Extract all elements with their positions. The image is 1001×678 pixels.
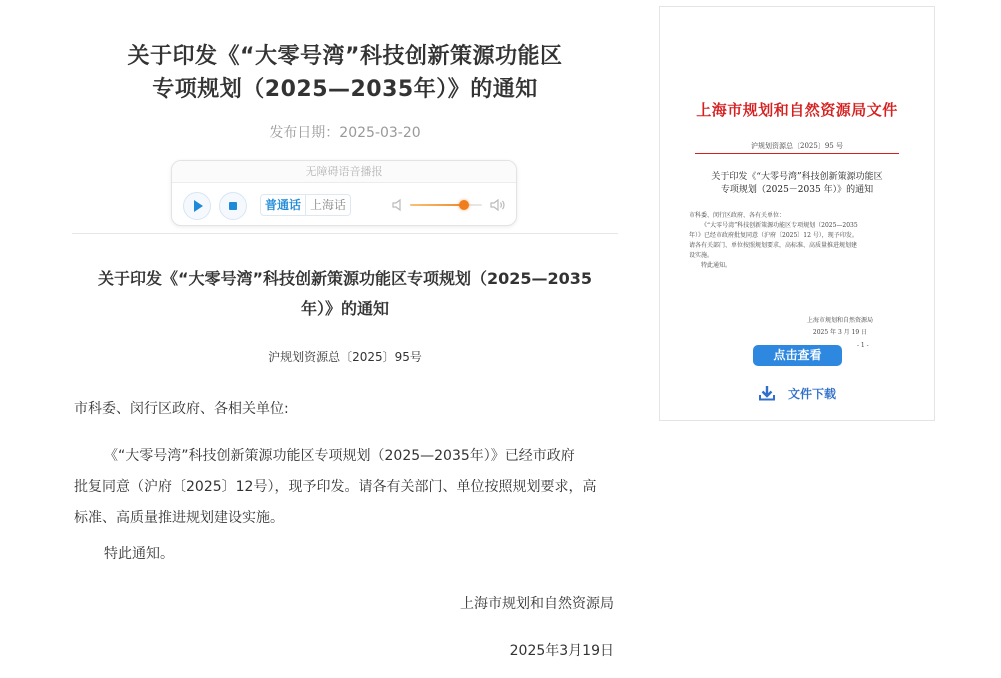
- doc-preview-title-line-1: 关于印发《“大零号湾”科技创新策源功能区: [711, 172, 883, 182]
- volume-slider[interactable]: [410, 204, 482, 206]
- doc-preview-red-rule: [695, 153, 899, 154]
- doc-preview-title: [687, 171, 907, 197]
- doc-preview-header: 上海市规划和自然资源局文件: [696, 101, 898, 119]
- body-line-1: 《“大零号湾”科技创新策源功能区专项规划（2025—2035年）》已经市政府: [104, 448, 575, 464]
- page-title-line-2: 专项规划（2025—2035年）》的通知: [152, 77, 538, 102]
- publish-date: 发布日期：2025-03-20: [269, 125, 421, 141]
- salutation: 市科委、闵行区政府、各相关单位:: [74, 401, 289, 417]
- doc-preview-title-line-2: 专项规划（2025－2035 年）》的通知: [720, 185, 874, 195]
- document-preview-panel: [659, 6, 935, 421]
- download-icon: [759, 385, 775, 401]
- doc-preview-number: 沪规划资源总〔2025〕95 号: [751, 142, 843, 150]
- signature-organization: 上海市规划和自然资源局: [460, 596, 614, 612]
- audio-player: [171, 160, 517, 226]
- document-title-line-1: 关于印发《“大零号湾”科技创新策源功能区专项规划（2025—2035: [97, 269, 593, 288]
- volume-slider-fill: [410, 204, 464, 206]
- page-title-line-1: 关于印发《“大零号湾”科技创新策源功能区: [127, 44, 563, 69]
- document-thumbnail[interactable]: [677, 89, 917, 359]
- document-title-line-2: 年）》的通知: [300, 299, 389, 318]
- doc-preview-sig-org: 上海市规划和自然资源局: [807, 317, 874, 324]
- doc-preview-body-line-2: 《“大零号湾”科技创新策源功能区专项规划（2025—2035: [701, 222, 858, 229]
- volume-low-icon[interactable]: [391, 197, 407, 213]
- audio-player-title: 无障碍语音播报: [172, 161, 516, 183]
- stop-button[interactable]: [219, 192, 247, 220]
- doc-preview-body-line-5: 设实施。: [689, 252, 714, 259]
- page-title: [72, 40, 618, 106]
- doc-preview-signature: [807, 315, 873, 339]
- doc-preview-body-line-4: 请各有关部门、单位按照规划要求，高标准、高质量推进规划建: [689, 242, 858, 249]
- mandarin-option[interactable]: 普通话: [260, 194, 306, 216]
- signature-date: 2025年3月19日: [509, 643, 614, 659]
- document-title: [80, 264, 610, 324]
- volume-slider-handle[interactable]: [459, 200, 469, 210]
- doc-preview-sig-date: 2025 年 3 月 19 日: [812, 329, 868, 336]
- play-icon: [194, 200, 203, 212]
- shanghainese-option[interactable]: 上海话: [306, 194, 351, 216]
- doc-preview-body-line-1: 市科委、闵行区政府、各有关单位：: [689, 212, 786, 219]
- view-document-button[interactable]: 点击查看: [753, 345, 842, 366]
- doc-preview-page-number: - 1 -: [857, 342, 869, 349]
- download-label: 文件下载: [788, 387, 837, 401]
- header-divider: [72, 233, 618, 234]
- stop-icon: [229, 202, 237, 210]
- body-line-2: 批复同意（沪府〔2025〕12号），现予印发。请各有关部门、单位按照规划要求，高: [74, 479, 597, 495]
- closing-text: 特此通知。: [104, 546, 174, 562]
- doc-preview-body-line-6: 特此通知。: [701, 262, 732, 269]
- doc-preview-body: [689, 211, 905, 271]
- volume-high-icon[interactable]: [490, 197, 506, 213]
- play-button[interactable]: [183, 192, 211, 220]
- doc-preview-body-line-3: 年）》已经市政府批复同意（沪府〔2025〕12 号），现予印发。: [689, 232, 858, 239]
- document-number: 沪规划资源总〔2025〕95号: [268, 350, 422, 364]
- document-body: [74, 441, 616, 534]
- body-line-3: 标准、高质量推进规划建设实施。: [74, 510, 284, 526]
